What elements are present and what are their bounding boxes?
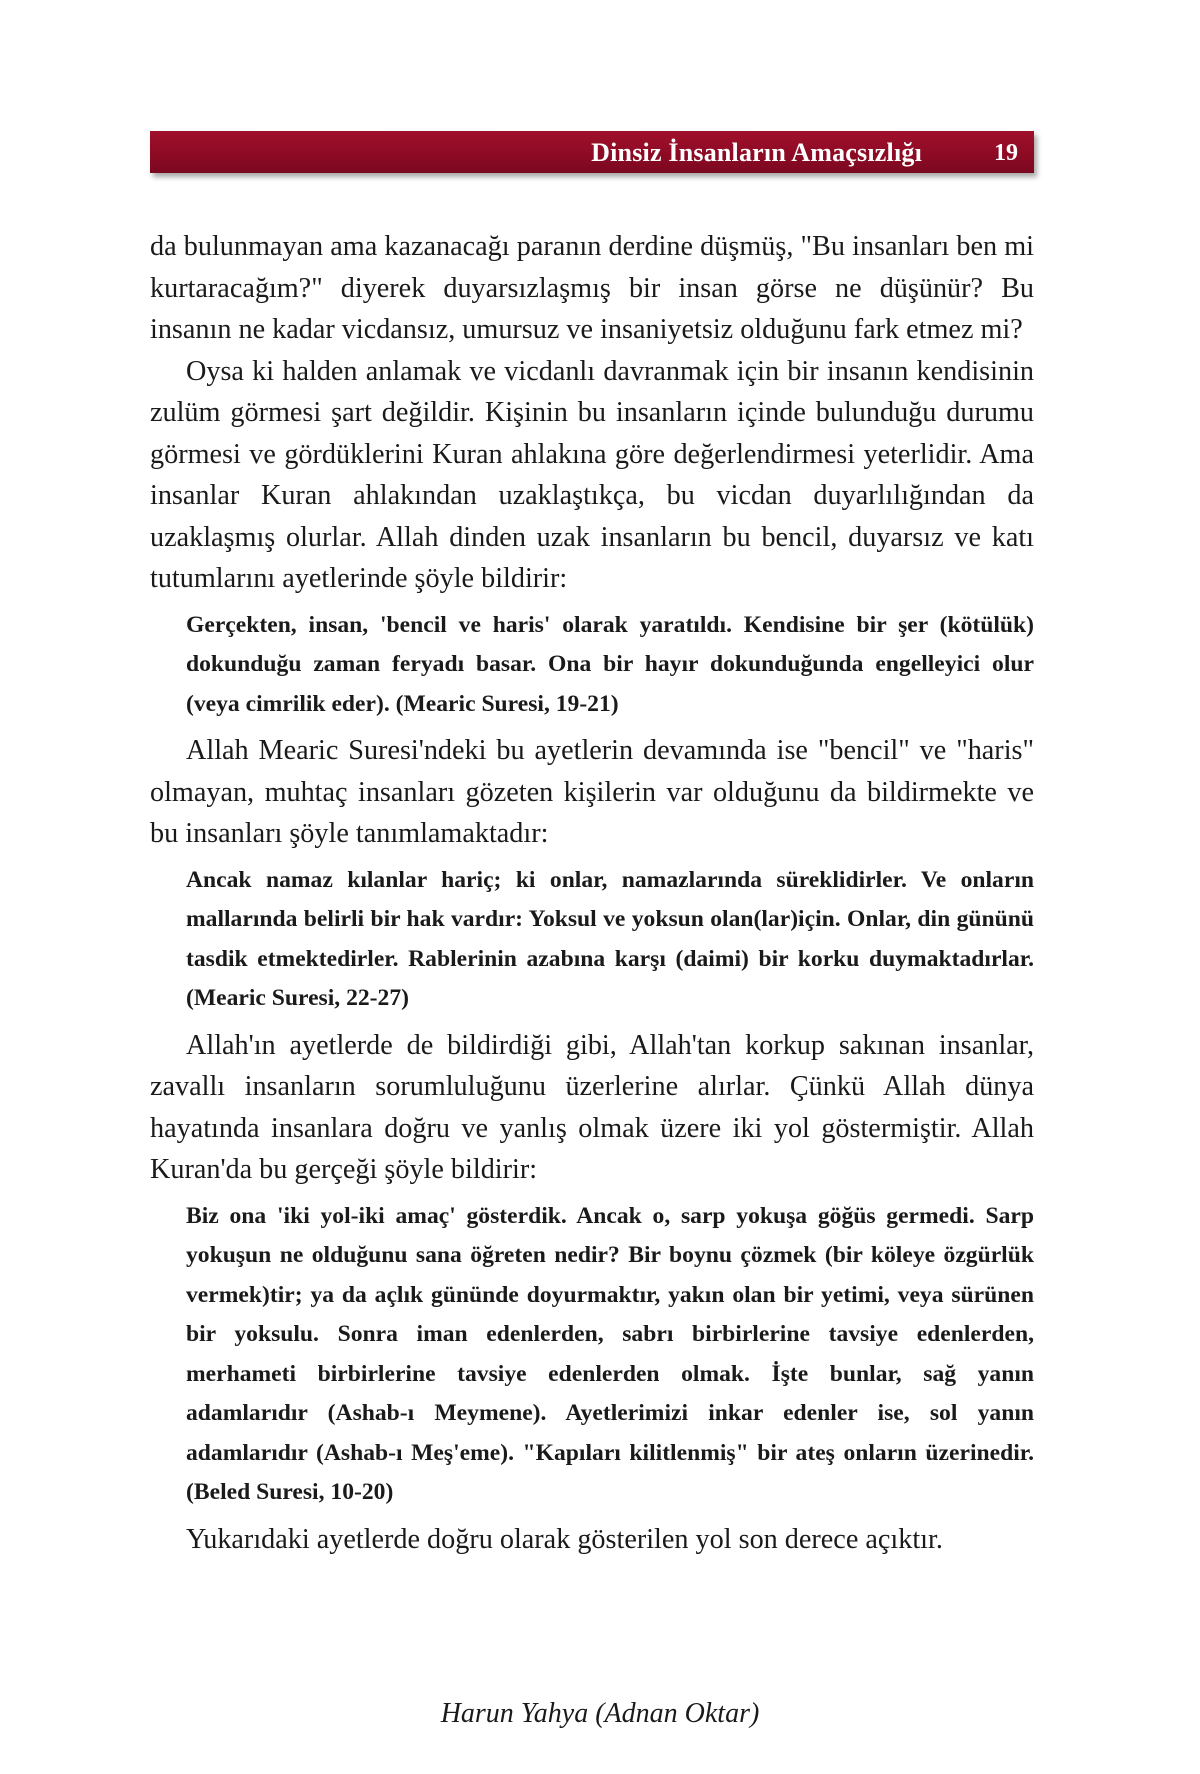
verse-quote-3: Biz ona 'iki yol-iki amaç' gösterdik. Ancak o, sarp yokuşa göğüs germedi. Sarp yokuşun ne olduğunu sana öğreten nedir? Bir boynu çözmek (bir köleye özgürlük vermek)tir; ya da açlık gününde doyurmaktır, yakın olan bir yetimi, veya sürünen bir yoksulu. Sonra iman edenlerden, sabrı birbirlerine tavsiye edenlerden, merhameti birbirlerine tavsiye edenlerden olmak. İşte bunlar, sağ yanın adamlarıdır (Ashab-ı Meymene). Ayetlerimizi inkar edenler ise, sol yanın adamlarıdır (Ashab-ı Meş'eme). "Kapıları kilitlenmiş" bir ateş onların üzerinedir. (Beled Suresi, 10-20) <box>186 1202 1034 1505</box>
paragraph-5: Yukarıdaki ayetlerde doğru olarak gösterilen yol son derece açıktır. <box>186 1523 943 1555</box>
page-body <box>150 226 1034 1560</box>
verse-quote-1: Gerçekten, insan, 'bencil ve haris' olarak yaratıldı. Kendisine bir şer (kötülük) dokunduğu zaman feryadı basar. Ona bir hayır dokunduğunda engelleyici olur (veya cimrilik eder). (Mearic Suresi, 19-21) <box>186 611 1034 717</box>
paragraph-3: Allah Mearic Suresi'ndeki bu ayetlerin devamında ise "bencil" ve "haris" olmayan, muhtaç insanları gözeten kişilerin var olduğunu da bildirmekte ve bu insanları şöyle tanımlamaktadır: <box>150 735 1034 849</box>
page-number: 19 <box>994 140 1018 166</box>
running-header-bar <box>150 131 1034 173</box>
chapter-title: Dinsiz İnsanların Amaçsızlığı <box>591 138 922 167</box>
verse-quote-2: Ancak namaz kılanlar hariç; ki onlar, namazlarında süreklidirler. Ve onların mallarında belirli bir hak vardır: Yoksul ve yoksun olan(lar)için. Onlar, din gününü tasdik etmektedirler. Rablerinin azabına karşı (daimi) bir korku duymaktadırlar. (Mearic Suresi, 22-27) <box>186 866 1034 1011</box>
paragraph-4: Allah'ın ayetlerde de bildirdiği gibi, Allah'tan korkup sakınan insanlar, zavallı insanların sorumluluğunu üzerlerine alırlar. Çünkü Allah dünya hayatında insanlara doğru ve yanlış olmak üzere iki yol göstermiştir. Allah Kuran'da bu gerçeği şöyle bildirir: <box>150 1029 1034 1185</box>
paragraph-1: da bulunmayan ama kazanacağı paranın derdine düşmüş, "Bu insanları ben mi kurtaracağım?" diyerek duyarsızlaşmış bir insan görse ne düşünür? Bu insanın ne kadar vicdansız, umursuz ve insaniyetsiz olduğunu fark etmez mi? <box>150 231 1034 345</box>
author-footer: Harun Yahya (Adnan Oktar) <box>440 1698 760 1729</box>
paragraph-2: Oysa ki halden anlamak ve vicdanlı davranmak için bir insanın kendisinin zulüm görmesi şart değildir. Kişinin bu insanların içinde bulunduğu durumu görmesi ve gördüklerini Kuran ahlakına göre değerlendirmesi yeterlidir. Ama insanlar Kuran ahlakından uzaklaştıkça, bu vicdan duyarlılığından da uzaklaşmış olurlar. Allah dinden uzak insanların bu bencil, duyarsız ve katı tutumlarını ayetlerinde şöyle bildirir: <box>150 355 1034 594</box>
